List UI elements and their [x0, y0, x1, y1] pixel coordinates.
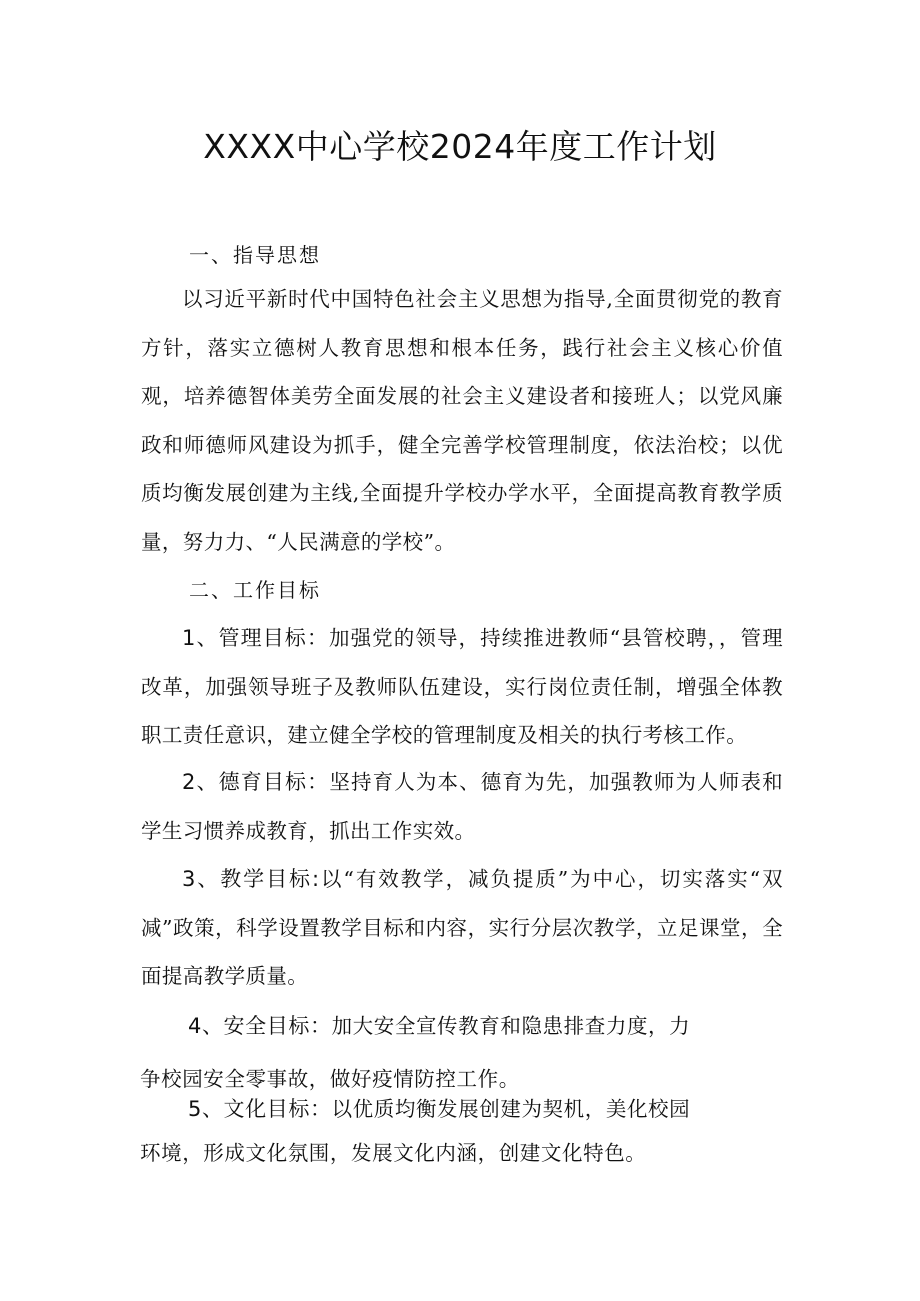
goal-culture-lead: 5、文化目标：	[188, 1097, 332, 1121]
goal-teaching-lead: 3、教学目标:	[182, 867, 320, 891]
goal-moral-education-paragraph	[141, 758, 783, 855]
goal-management-paragraph	[141, 614, 783, 760]
section-heading-work-goals: 二、工作目标	[189, 578, 321, 602]
goal-culture-line-1	[188, 1094, 690, 1124]
document-title: XXXX中心学校2024年度工作计划	[203, 127, 717, 166]
goal-safety-line-1	[188, 1011, 690, 1041]
goal-management-text: 加强党的领导，持续推进教师“县管校聘，，管理改革，加强领导班子及教师队伍建设，实行岗位责任制，增强全体教职工责任意识，建立健全学校的管理制度及相关的执行考核工作。	[141, 626, 784, 748]
goal-safety-text-1: 加大安全宣传教育和隐患排查力度，力	[331, 1014, 691, 1038]
goal-safety-line-2: 争校园安全零事故，做好疫情防控工作。	[140, 1067, 520, 1091]
goal-moral-education-lead: 2、德育目标：	[182, 770, 330, 794]
goal-culture-text-1: 以优质均衡发展创建为契机，美化校园	[331, 1097, 691, 1121]
goal-teaching-paragraph	[141, 855, 783, 1001]
goal-safety-lead: 4、安全目标：	[188, 1014, 332, 1038]
section-heading-guiding-thought: 一、指导思想	[189, 243, 321, 267]
guiding-thought-paragraph: 以习近平新时代中国特色社会主义思想为指导,全面贯彻党的教育方针，落实立德树人教育思想和根本任务，践行社会主义核心价值观，培养德智体美劳全面发展的社会主义建设者和接班人；以党风廉政和师德师风建设为抓手，健全完善学校管理制度，依法治校；以优质均衡发展创建为主线,全面提升学校办学水平，全面提高教育教学质量，努力力、“人民满意的学校”。	[141, 287, 783, 554]
goal-management-lead: 1、管理目标：	[182, 626, 329, 650]
goal-moral-education-text: 坚持育人为本、德育为先，加强教师为人师表和学生习惯养成教育，抓出工作实效。	[141, 770, 783, 843]
goal-culture-line-2: 环境，形成文化氛围，发展文化内涵，创建文化特色。	[140, 1141, 647, 1165]
goal-teaching-text: 以“有效教学，减负提质”为中心，切实落实“双减”政策，科学设置教学目标和内容，实行分层次教学，立足课堂，全面提高教学质量。	[141, 867, 783, 989]
